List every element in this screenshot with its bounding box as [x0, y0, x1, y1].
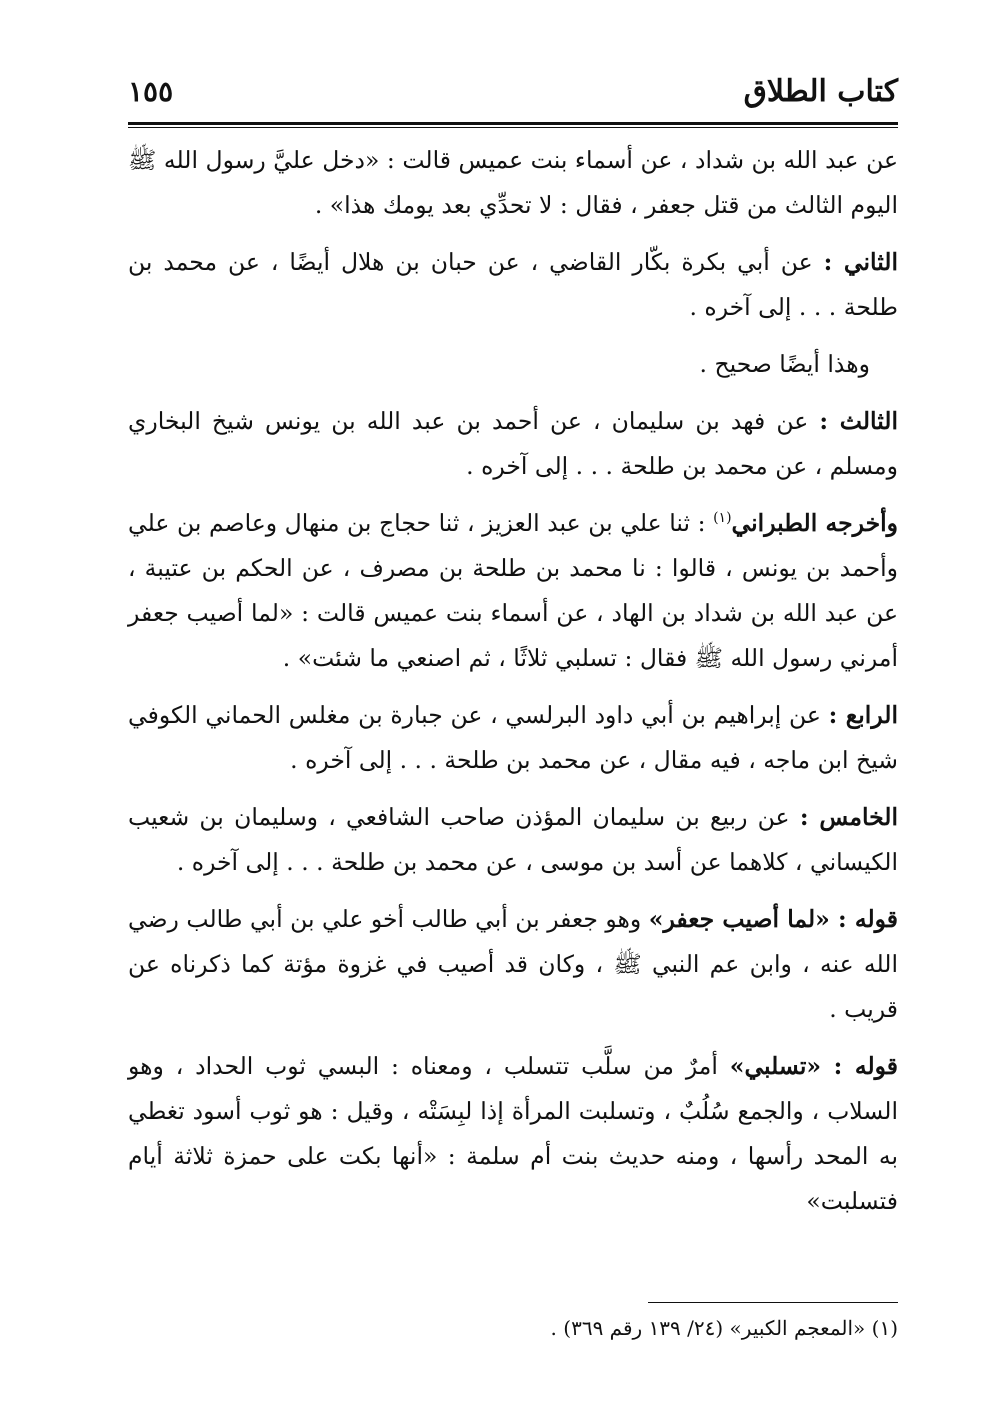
paragraph-9	[128, 1044, 898, 1224]
paragraph-text: عن إبراهيم بن أبي داود البرلسي ، عن جبارة بن مغلس الحماني الكوفي شيخ ابن ماجه ، فيه مقال ، عن محمد بن طلحة . . . إلى آخره .	[128, 701, 898, 774]
paragraph-8	[128, 897, 898, 1032]
footnote-marker: (١)	[713, 510, 732, 527]
paragraph-text: عن ربيع بن سليمان المؤذن صاحب الشافعي ، وسليمان بن شعيب الكيساني ، كلاهما عن أسد بن موسى ، عن محمد بن طلحة . . . إلى آخره .	[128, 803, 898, 876]
paragraph-7	[128, 795, 898, 885]
paragraph-text: أمرٌ من سلَّب تتسلب ، ومعناه : البسي ثوب الحداد ، وهو السلاب ، والجمع سُلُبٌ ، وتسلبت المرأة إذا لبِسَتْه ، وقيل : هو ثوب أسود تغطي به المحد رأسها ، ومنه حديث بنت أم سلمة : «أنها بكت على حمزة ثلاثة أيام فتسلبت»	[128, 1052, 898, 1215]
paragraph-lead: قوله : «تسلبي»	[729, 1052, 898, 1080]
chapter-title: كتاب الطلاق	[743, 74, 898, 109]
paragraph-text: عن عبد الله بن شداد ، عن أسماء بنت عميس قالت : «دخل عليَّ رسول الله ﷺ اليوم الثالث من قتل جعفر ، فقال : لا تحدِّي بعد يومك هذا» .	[128, 146, 898, 219]
paragraph-2	[128, 240, 898, 330]
paragraph-1	[128, 138, 898, 228]
paragraph-lead: الرابع :	[828, 701, 898, 729]
paragraph-text: عن فهد بن سليمان ، عن أحمد بن عبد الله بن يونس شيخ البخاري ومسلم ، عن محمد بن طلحة . . . إلى آخره .	[128, 407, 898, 480]
paragraph-3	[128, 342, 898, 387]
paragraph-6	[128, 693, 898, 783]
header-rule	[128, 122, 898, 125]
paragraph-text: وهو جعفر بن أبي طالب أخو علي بن أبي طالب رضي الله عنه ، وابن عم النبي ﷺ ، وكان قد أصيب في غزوة مؤتة كما ذكرناه عن قريب .	[128, 905, 898, 1023]
running-header	[128, 66, 898, 116]
footnote-rule	[648, 1302, 898, 1303]
paragraph-lead: الثاني :	[823, 248, 898, 276]
paragraph-text: : ثنا علي بن عبد العزيز ، ثنا حجاج بن منهال وعاصم بن علي وأحمد بن يونس ، قالوا : نا محمد بن طلحة بن مصرف ، عن الحكم بن عتيبة ، عن عبد الله بن شداد بن الهاد ، عن أسماء بنت عميس قالت : «لما أصيب جعفر أمرني رسول الله ﷺ فقال : تسلبي ثلاثًا ، ثم اصنعي ما شئت» .	[128, 509, 898, 672]
paragraph-lead: قوله : «لما أصيب جعفر»	[648, 905, 898, 933]
body-text	[128, 138, 898, 1236]
footnote: (١) «المعجم الكبير» (٢٤/ ١٣٩ رقم ٣٦٩) .	[550, 1316, 898, 1340]
paragraph-text: وهذا أيضًا صحيح .	[699, 350, 870, 378]
paragraph-5	[128, 501, 898, 681]
paragraph-4	[128, 399, 898, 489]
page-number: ١٥٥	[128, 75, 174, 108]
paragraph-lead: وأخرجه الطبراني	[731, 509, 899, 537]
paragraph-lead: الخامس :	[799, 803, 898, 831]
header-rule-thin	[128, 127, 898, 128]
paragraph-text: عن أبي بكرة بكّار القاضي ، عن حبان بن هلال أيضًا ، عن محمد بن طلحة . . . إلى آخره .	[128, 248, 898, 321]
paragraph-lead: الثالث :	[819, 407, 898, 435]
